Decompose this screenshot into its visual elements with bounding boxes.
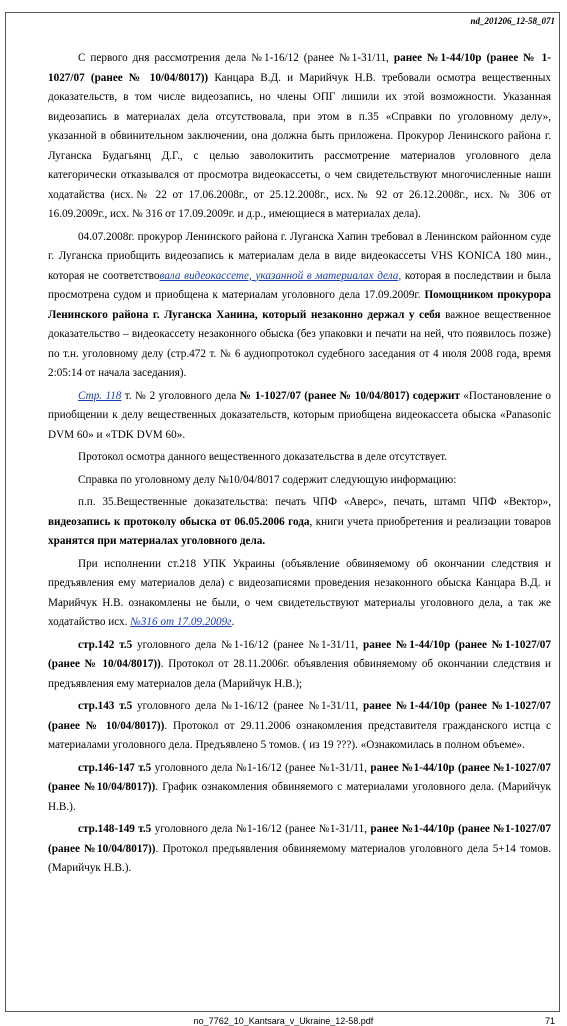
paragraph (48, 448, 551, 468)
paragraph (48, 387, 551, 446)
text-segment: При исполнении ст.218 УПК Украины (объявление обвиняемому об окончании следствия и предъявления ему материалов дела) с видеозаписями проведения незаконного обыска Канцара В.Д. и Марийчук Н.В. ознакомлены не были, о чем свидетельствуют материалы уголовного дела, а так же ходатайство исх. (48, 557, 551, 628)
paragraph (48, 697, 551, 756)
text-segment: т. № 2 уголовного дела (121, 389, 240, 402)
text-segment: уголовного дела №1-16/12 (ранее №1-31/11, (132, 638, 363, 651)
bold-text: ранее №1-44/10р (ранее №1-1027/07 (ранее №10/04/8017)) (48, 761, 551, 793)
bold-text: ранее №1-44/10р (ранее №1-1027/07 (ранее № 10/04/8017)) (48, 700, 551, 732)
paragraph (48, 636, 551, 695)
footer-page-number: 71 (544, 1016, 555, 1026)
bold-text: стр.148-149 т.5 (78, 823, 152, 835)
text-segment: С первого дня рассмотрения дела №1-16/12 (ранее №1-31/11, (78, 52, 394, 64)
paragraph (48, 555, 551, 633)
text-segment: Канцара В.Д. и Марийчук Н.В. требовали осмотра вещественных доказательств, в том числе видеозапись, но члены ОПГ лишили их этой возможности. Указанная видеозапись в материалах дела отсутствовала, при этом в п.35 «Справки по уголовному делу», указанной в обвинительном заключении, она должна быть приложена. Прокурор Ленинского района г. Луганска Будагьянц Д.Г., с целью заволокитить рассмотрение материалов уголовного дела категорически отказывался от просмотра видеокассеты, о чем свидетельствуют многочисленные наши ходатайства (исх.№ 22 от 17.06.2008г., от 25.12.2008г., исх.№ 92 от 26.12.2008г., исх. № 306 от 16.09.2009г., исх. № 316 от 17.09.2009г. и д.р., имеющиеся в материалах дела). (48, 71, 551, 220)
reference-link[interactable]: №316 от 17.09.2009г (130, 616, 232, 628)
bold-text: ранее №1-44/10р (ранее №1-1027/07 (ранее № 10/04/8017)) (48, 638, 551, 670)
document-body (48, 49, 551, 882)
text-segment: важное вещественное доказательство – видеокассету незаконного обыска (без упаковки и печати на ней, что появилось позже) по т.н. уголовному делу (стр.472 т. № 6 аудиопротокол судебного заседания от 4 июля 2008 года, время 2:05:14 от начала заседания). (48, 308, 552, 379)
bold-text: Помощником прокурора Ленинского района г. Луганска Ханина, который незаконно держал у себя (48, 289, 551, 321)
text-segment: , книги учета приобретения и реализации товаров (309, 515, 551, 528)
paragraph (48, 228, 551, 384)
text-segment: уголовного дела №1-16/12 (ранее №1-31/11, (132, 700, 363, 712)
paragraph (48, 759, 551, 818)
text-segment: Протокол осмотра данного вещественного доказательства в деле отсутствует. (78, 451, 448, 463)
paragraph (48, 493, 551, 552)
bold-text: хранятся при материалах уголовного дела. (48, 535, 266, 547)
paragraph (48, 471, 551, 491)
text-segment: Справка по уголовному делу №10/04/8017 содержит следующую информацию: (78, 473, 457, 486)
bold-text: № 1-1027/07 (ранее № 10/04/8017) содержит (239, 389, 460, 402)
bold-text: стр.146-147 т.5 (78, 761, 152, 774)
bold-text: стр.143 т.5 (78, 700, 133, 712)
bold-text: ранее №1-44/10р (ранее №1-1027/07 (ранее №10/04/8017)) (48, 823, 551, 855)
reference-link[interactable]: вала видеокассете, указанной в материалах дела, (159, 269, 402, 282)
paragraph (48, 820, 551, 879)
reference-link[interactable]: Стр. 118 (78, 389, 122, 402)
text-segment: уголовного дела №1-16/12 (ранее №1-31/11, (151, 761, 371, 774)
bold-text: ранее №1-44/10р (ранее № 1-1027/07 (ранее № 10/04/8017)) (48, 52, 551, 84)
text-segment: . (231, 616, 235, 628)
text-segment: п.п. 35.Вещественные доказательства: печать ЧПФ «Аверс», печать, штамп ЧПФ «Вектор», (78, 496, 551, 508)
document-page (5, 12, 560, 1012)
text-segment: «Постановление о приобщении к делу вещественных доказательств, которым приобщена видеокассета обыска «Panasonic DVM 60» и «TDK DVM 60». (48, 389, 551, 441)
text-segment: уголовного дела №1-16/12 (ранее №1-31/11, (151, 823, 371, 835)
bold-text: видеозапись к протоколу обыска от 06.05.2006 года (48, 515, 310, 528)
text-segment: . Протокол от 29.11.2006 ознакомления представителя гражданского истца с материалами уголовного дела. Предъявлено 5 томов. ( из 19 ???). «Ознакомилась в полном объеме». (48, 719, 551, 751)
text-segment: которая в последствии и была просмотрена судом и приобщена к материалам уголовного дела 17.09.2009г. (48, 269, 551, 301)
footer-filename: no_7762_10_Kantsara_v_Ukraine_12-58.pdf (193, 1016, 374, 1026)
text-segment: . График ознакомления обвиняемого с материалами уголовного дела. (Марийчук Н.В.). (48, 781, 551, 813)
text-segment: . Протокол предъявления обвиняемому материалов уголовного дела 5+14 томов. (Марийчук Н.В.). (48, 842, 551, 874)
bold-text: стр.142 т.5 (78, 638, 133, 651)
text-segment: . Протокол от 28.11.2006г. объявления обвиняемому об окончании следствия и предъявления ему материалов дела (Марийчук Н.В.); (48, 658, 552, 690)
text-segment: 04.07.2008г. прокурор Ленинского района г. Луганска Хапин требовал в Ленинском районном суде г. Луганска приобщить видеозапись к материалам дела в виде видеокассеты VHS KONICA 180 мин., которая не соответство (48, 230, 551, 282)
paragraph (48, 49, 551, 225)
document-code: nd_201206_12-58_071 (470, 16, 555, 26)
